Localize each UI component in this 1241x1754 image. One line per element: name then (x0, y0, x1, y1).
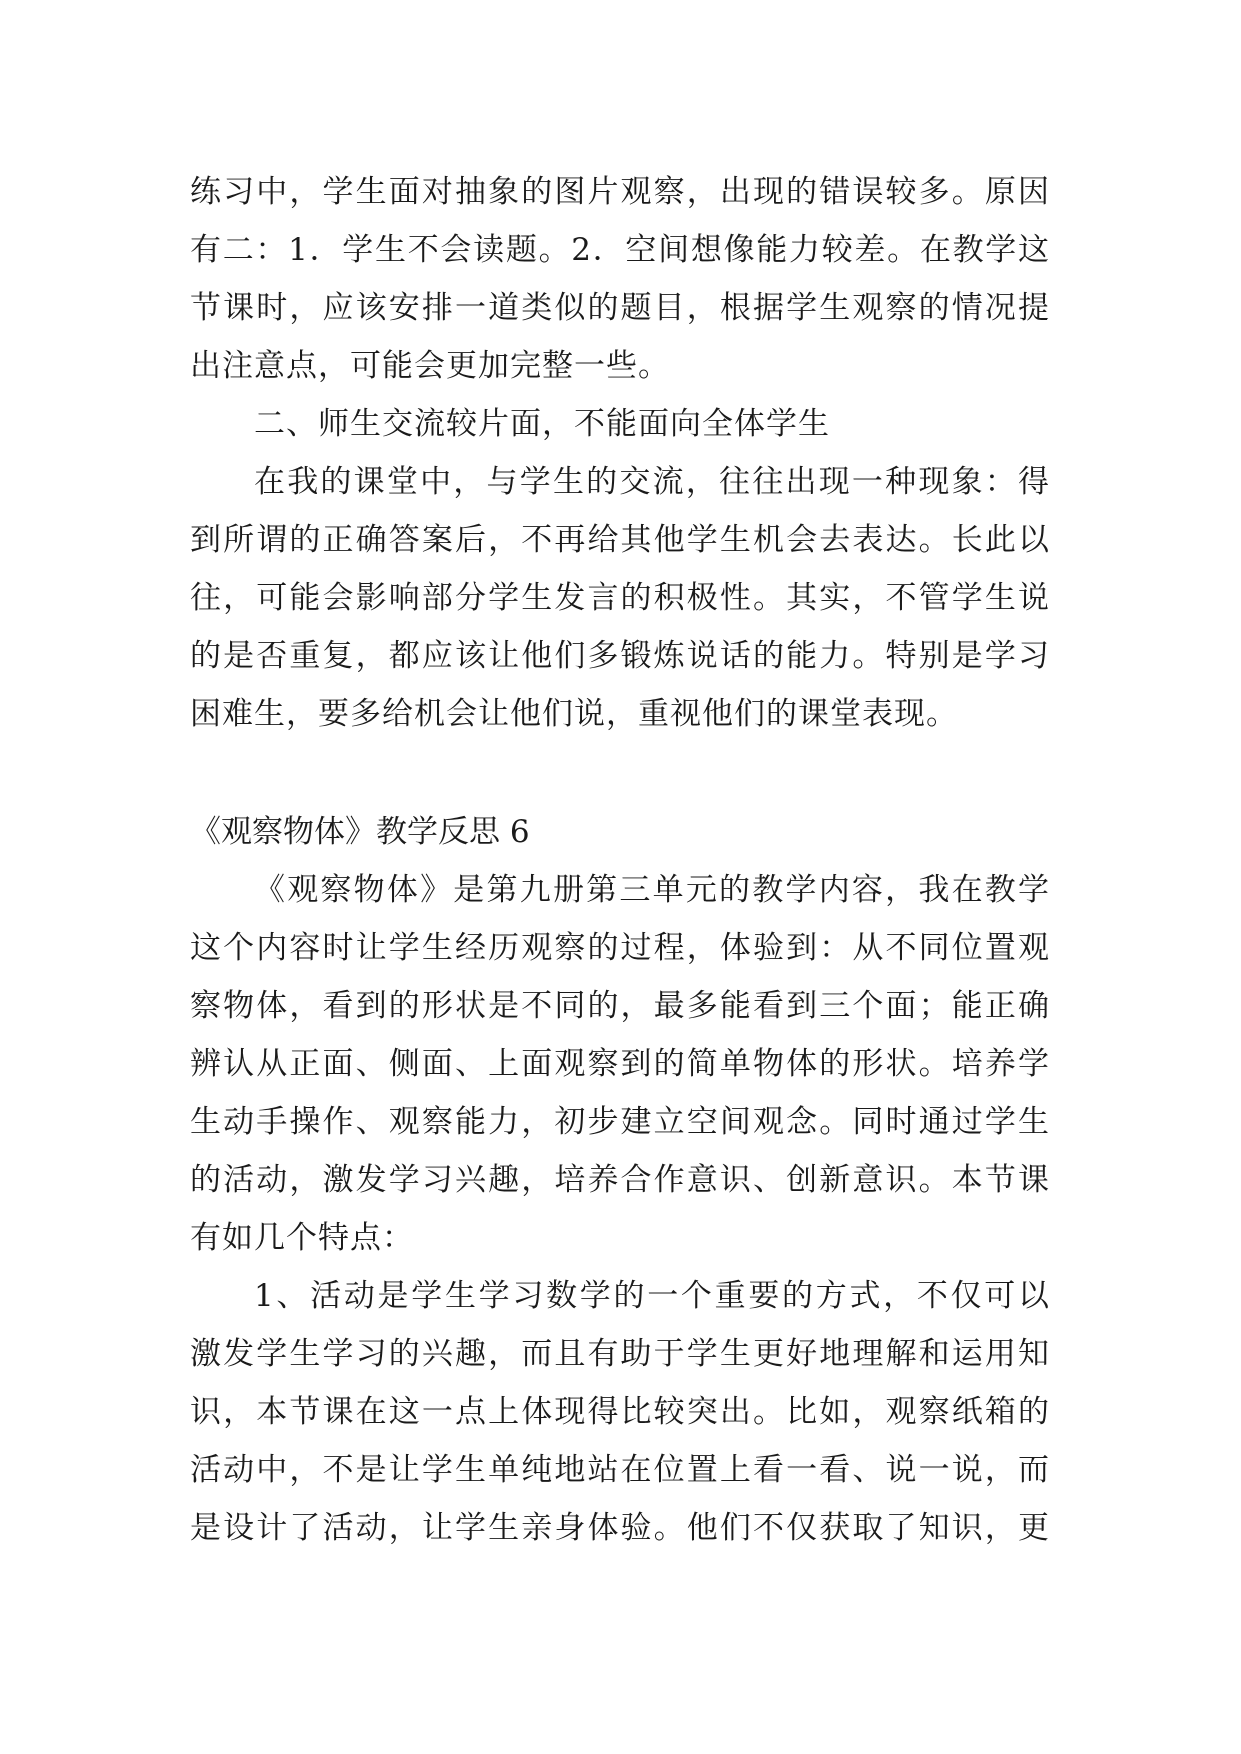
text-line: 到所谓的正确答案后，不再给其他学生机会去表达。长此以 (190, 522, 1050, 558)
section-subheading: 二、师生交流较片面，不能面向全体学生 (254, 406, 830, 442)
text-line: 的活动，激发学习兴趣，培养合作意识、创新意识。本节课 (190, 1162, 1050, 1198)
section-title: 《观察物体》教学反思 6 (190, 814, 530, 850)
text-line: 有如几个特点： (190, 1220, 414, 1256)
text-line: 在我的课堂中，与学生的交流，往往出现一种现象：得 (254, 464, 1050, 500)
text-line: 节课时，应该安排一道类似的题目，根据学生观察的情况提 (190, 290, 1050, 326)
text-line: 出注意点，可能会更加完整一些。 (190, 348, 670, 384)
text-line: 1、活动是学生学习数学的一个重要的方式，不仅可以 (254, 1278, 1050, 1314)
text-line: 这个内容时让学生经历观察的过程，体验到：从不同位置观 (190, 930, 1050, 966)
text-line: 察物体，看到的形状是不同的，最多能看到三个面；能正确 (190, 988, 1050, 1024)
text-line: 练习中，学生面对抽象的图片观察，出现的错误较多。原因 (190, 174, 1050, 210)
text-line: 《观察物体》是第九册第三单元的教学内容，我在教学 (254, 872, 1050, 908)
text-line: 识，本节课在这一点上体现得比较突出。比如，观察纸箱的 (190, 1394, 1050, 1430)
text-line: 生动手操作、观察能力，初步建立空间观念。同时通过学生 (190, 1104, 1050, 1140)
text-line: 有二：1．学生不会读题。2．空间想像能力较差。在教学这 (190, 232, 1050, 268)
text-line: 是设计了活动，让学生亲身体验。他们不仅获取了知识，更 (190, 1510, 1050, 1546)
text-line: 活动中，不是让学生单纯地站在位置上看一看、说一说，而 (190, 1452, 1050, 1488)
text-line: 困难生，要多给机会让他们说，重视他们的课堂表现。 (190, 696, 958, 732)
text-line: 往，可能会影响部分学生发言的积极性。其实，不管学生说 (190, 580, 1050, 616)
text-line: 的是否重复，都应该让他们多锻炼说话的能力。特别是学习 (190, 638, 1050, 674)
text-line: 激发学生学习的兴趣，而且有助于学生更好地理解和运用知 (190, 1336, 1050, 1372)
text-line: 辨认从正面、侧面、上面观察到的简单物体的形状。培养学 (190, 1046, 1050, 1082)
